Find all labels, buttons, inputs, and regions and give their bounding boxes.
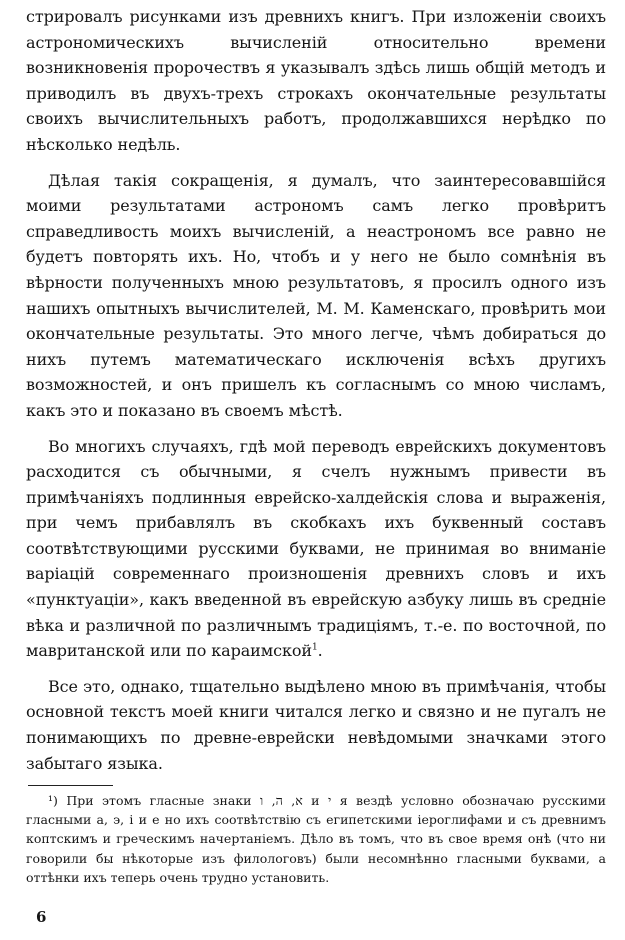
footnote-reference: 1 (311, 642, 318, 653)
paragraph-3: Во многихъ случаяхъ, гдѣ мой переводъ еврейскихъ документовъ расходится съ обычными, я счелъ нужнымъ привести въ примѣчаніяхъ подлинныя еврейско-халдейскія слова и выраженія, при чемъ прибавлялъ въ скобкахъ ихъ буквенный составъ соотвѣтствующими русскими буквами, не принимая во вниманіе варіацій современнаго произношенія древнихъ словъ и ихъ «пунктуаціи», какъ введенной въ еврейскую азбуку лишь въ средніе вѣка и различной по различнымъ традиціямъ, т.-е. по восточной, по мавританской или по караимской$^1$. (26, 436, 606, 661)
footnote (26, 791, 606, 887)
paragraph-2-text: Дѣлая такія сокращенія, я думалъ, что заинтересовавшійся моими результатами астрономъ самъ легко провѣритъ справедливость моихъ вычисленій, а неастрономъ все равно не будетъ повторять ихъ. Но, чтобъ и у него не было сомнѣнія въ вѣрности полученныхъ мною результатовъ, я просилъ одного изъ нашихъ опытныхъ вычислителей, М. М. Каменскаго, провѣрить мои окончательные результаты. Это много легче, чѣмъ добираться до нихъ путемъ математическаго исключенія всѣхъ другихъ возможностей, и онъ пришелъ къ согласнымъ со мною числамъ, какъ это и показано въ своемъ мѣстѣ. (26, 170, 606, 420)
paragraph-4 (26, 674, 606, 776)
paragraph-1 (26, 4, 606, 158)
paragraph-4-text: Все это, однако, тщательно выдѣлено мною въ примѣчанія, чтобы основной текстъ моей книги читался легко и связно и не пугалъ не понимающихъ по древне-еврейски невѣдомыми значками этого забытаго языка. (26, 676, 606, 773)
paragraph-2 (26, 168, 606, 424)
footnote-marker: ¹) (48, 793, 58, 808)
footnote-divider (28, 785, 113, 786)
page-number: 6 (36, 908, 47, 926)
paragraph-1-text: стрировалъ рисунками изъ древнихъ книгъ. При изложеніи своихъ астрономическихъ вычисленій относительно времени возникновенія пророчествъ я указывалъ здѣсь лишь общій методъ и приводилъ въ двухъ-трехъ строкахъ окончательные результаты своихъ вычислительныхъ работъ, продолжавшихся нерѣдко по нѣсколько недѣль. (26, 7, 606, 154)
paragraph-3-text: Во многихъ случаяхъ, гдѣ мой переводъ еврейскихъ документовъ расходится съ обычными, я счелъ нужнымъ привести въ примѣчаніяхъ подлинныя еврейско-халдейскія слова и выраженія, при чемъ прибавлялъ въ скобкахъ ихъ буквенный составъ соотвѣтствующими русскими буквами, не принимая во вниманіе варіацій современнаго произношенія древнихъ словъ и ихъ «пунктуаціи», какъ введенной въ еврейскую азбуку лишь въ средніе вѣка и различной по различнымъ традиціямъ, т.-е. по восточной, по мавританской или по караимской (26, 436, 606, 661)
main-text (26, 4, 606, 786)
footnote-text: При этомъ гласные знаки א, ה, ו и י я вездѣ условно обозначаю русскими гласными а, э, і и е но ихъ соотвѣтствію съ египетскими іероглифами и съ древнимъ коптскимъ и греческимъ начертаніемъ. Дѣло въ томъ, что въ свое время онѣ (что ни говорили бы нѣкоторые изъ филологовъ) были несомнѣнно гласными буквами, а оттѣнки ихъ теперь очень трудно установить. (26, 793, 606, 885)
